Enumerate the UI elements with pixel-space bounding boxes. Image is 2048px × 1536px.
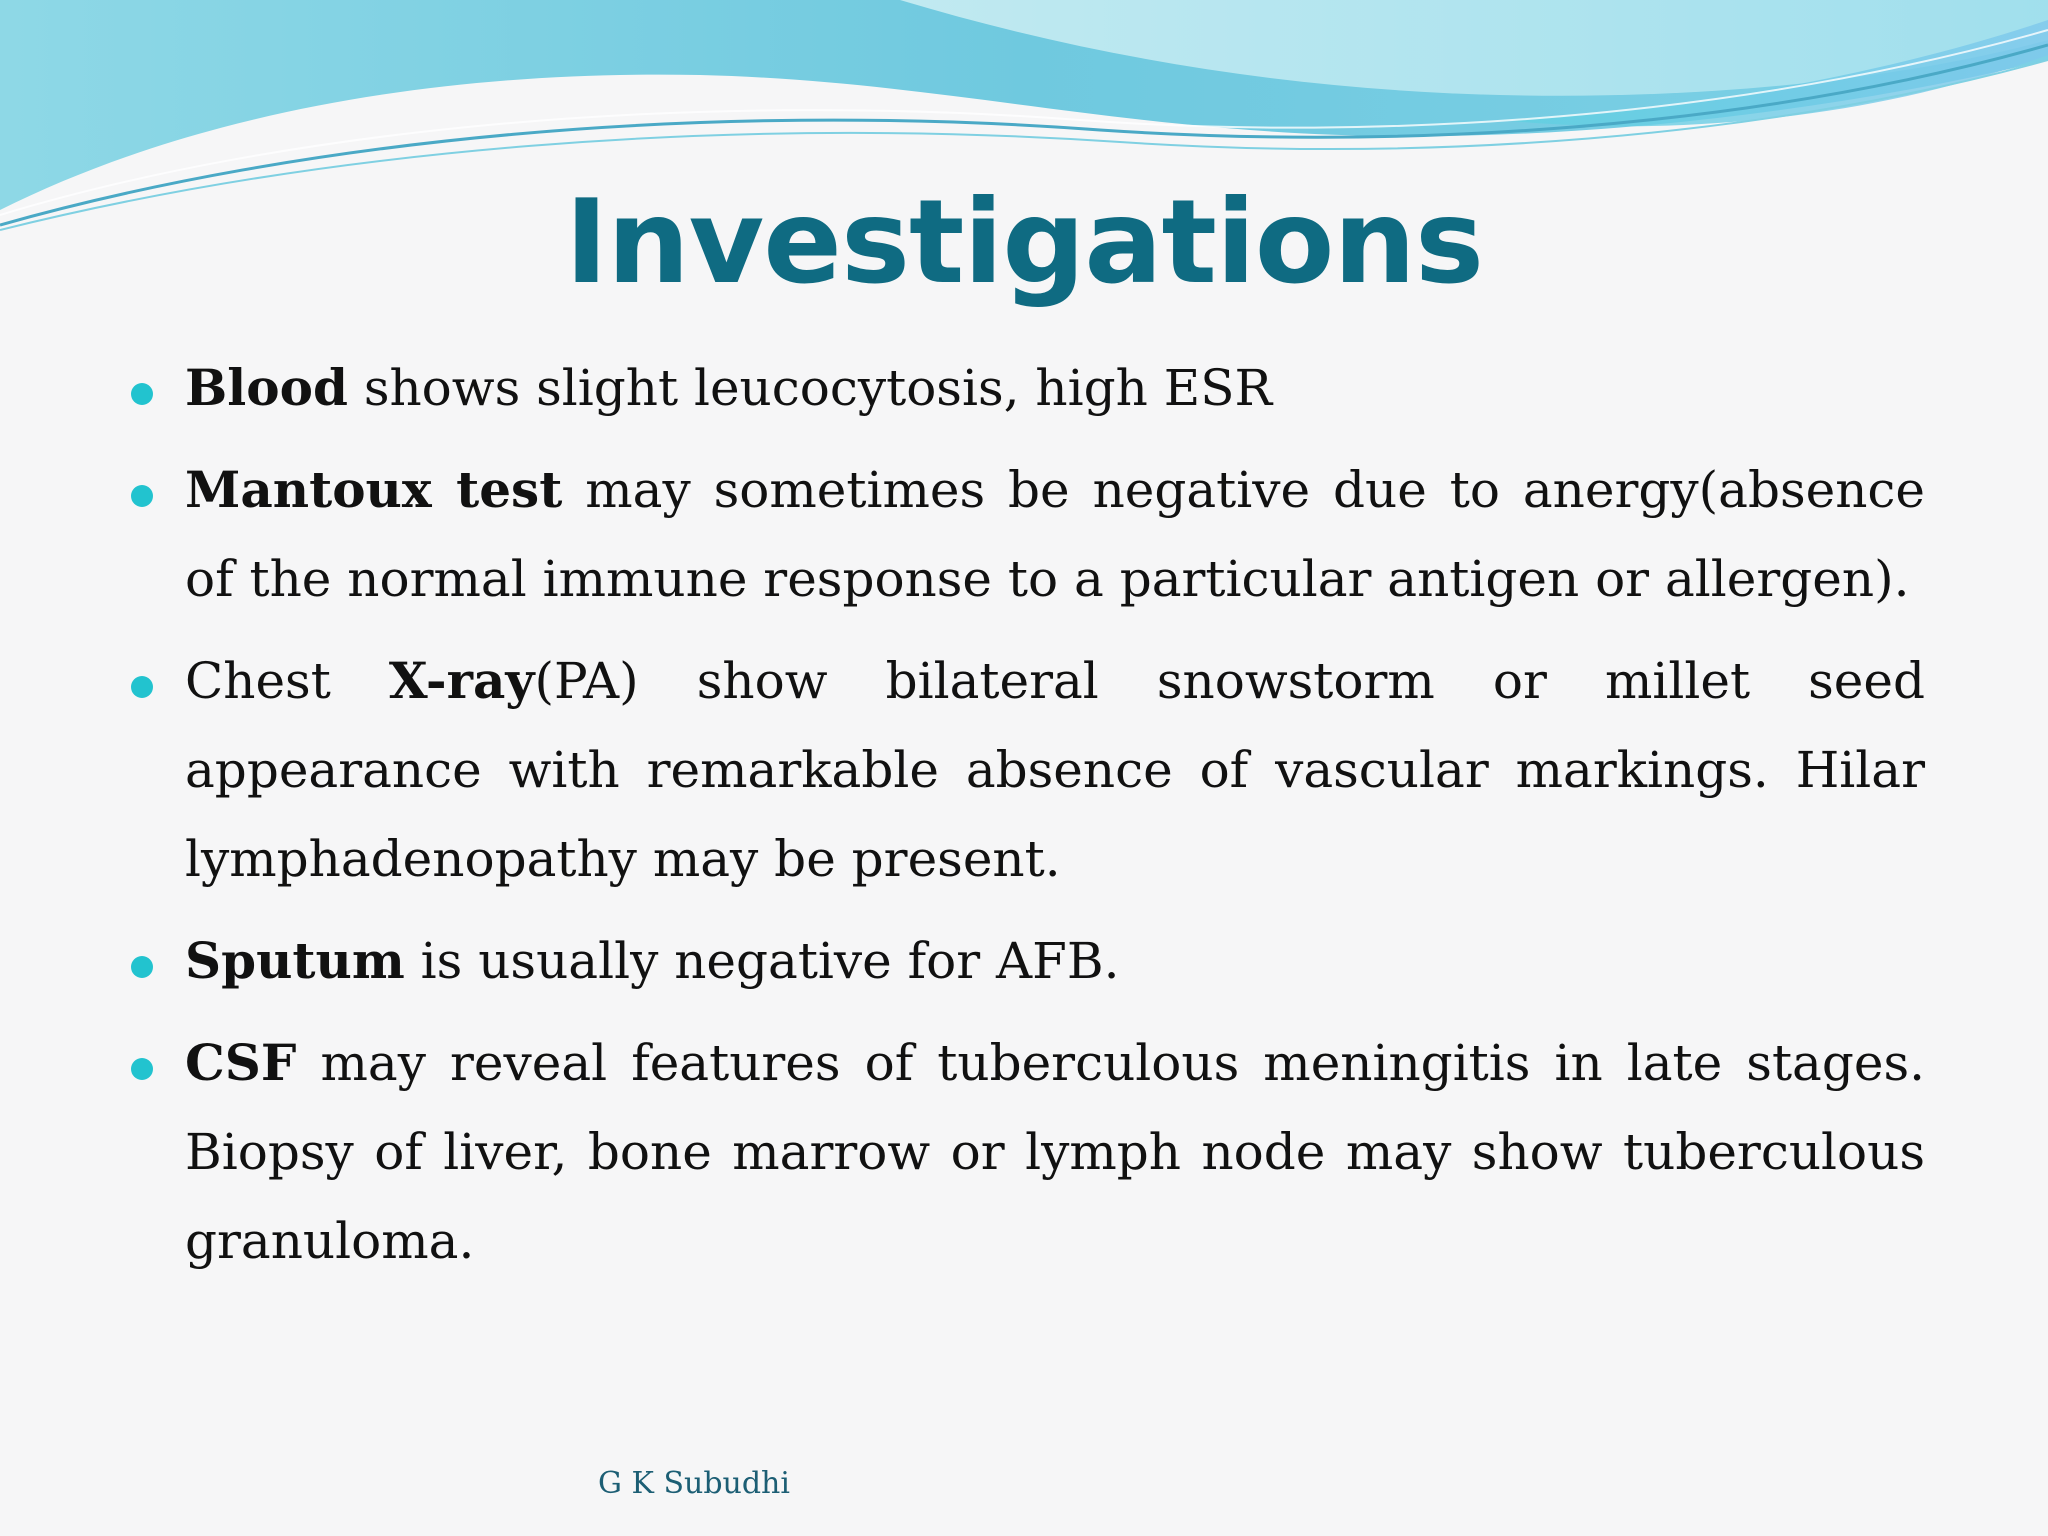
slide-title: Investigations	[564, 175, 1484, 310]
bullet-icon	[131, 956, 153, 978]
bullet-item-sputum	[185, 916, 1925, 1006]
bullet-prefix: Chest	[185, 652, 389, 710]
bullet-bold: CSF	[185, 1033, 297, 1092]
bullet-item-mantoux	[185, 445, 1925, 624]
bullet-bold: X-ray	[388, 651, 535, 710]
footer-author: G K Subudhi	[598, 1466, 790, 1501]
bullet-text: shows slight leucocytosis, high ESR	[347, 359, 1273, 417]
bullet-list	[185, 343, 1925, 1298]
bullet-bold: Mantoux test	[185, 460, 563, 519]
bullet-icon	[131, 485, 153, 507]
bullet-text: (PA) show bilateral snowstorm or millet seed appearance with remarkable absence of vascular markings. Hilar lymphadenopathy may be present.	[185, 652, 1925, 888]
bullet-item-xray	[185, 636, 1925, 904]
bullet-text: may reveal features of tuberculous meningitis in late stages. Biopsy of liver, bone marrow or lymph node may show tuberculous granuloma.	[185, 1034, 1925, 1270]
bullet-text: is usually negative for AFB.	[404, 932, 1120, 990]
bullet-text: may sometimes be negative due to anergy(absence of the normal immune response to a particular antigen or allergen).	[185, 461, 1925, 608]
bullet-icon	[131, 676, 153, 698]
bullet-item-csf	[185, 1018, 1925, 1286]
bullet-bold: Blood	[185, 358, 348, 417]
bullet-bold: Sputum	[185, 931, 405, 990]
bullet-item-blood	[185, 343, 1925, 433]
bullet-icon	[131, 383, 153, 405]
bullet-icon	[131, 1058, 153, 1080]
